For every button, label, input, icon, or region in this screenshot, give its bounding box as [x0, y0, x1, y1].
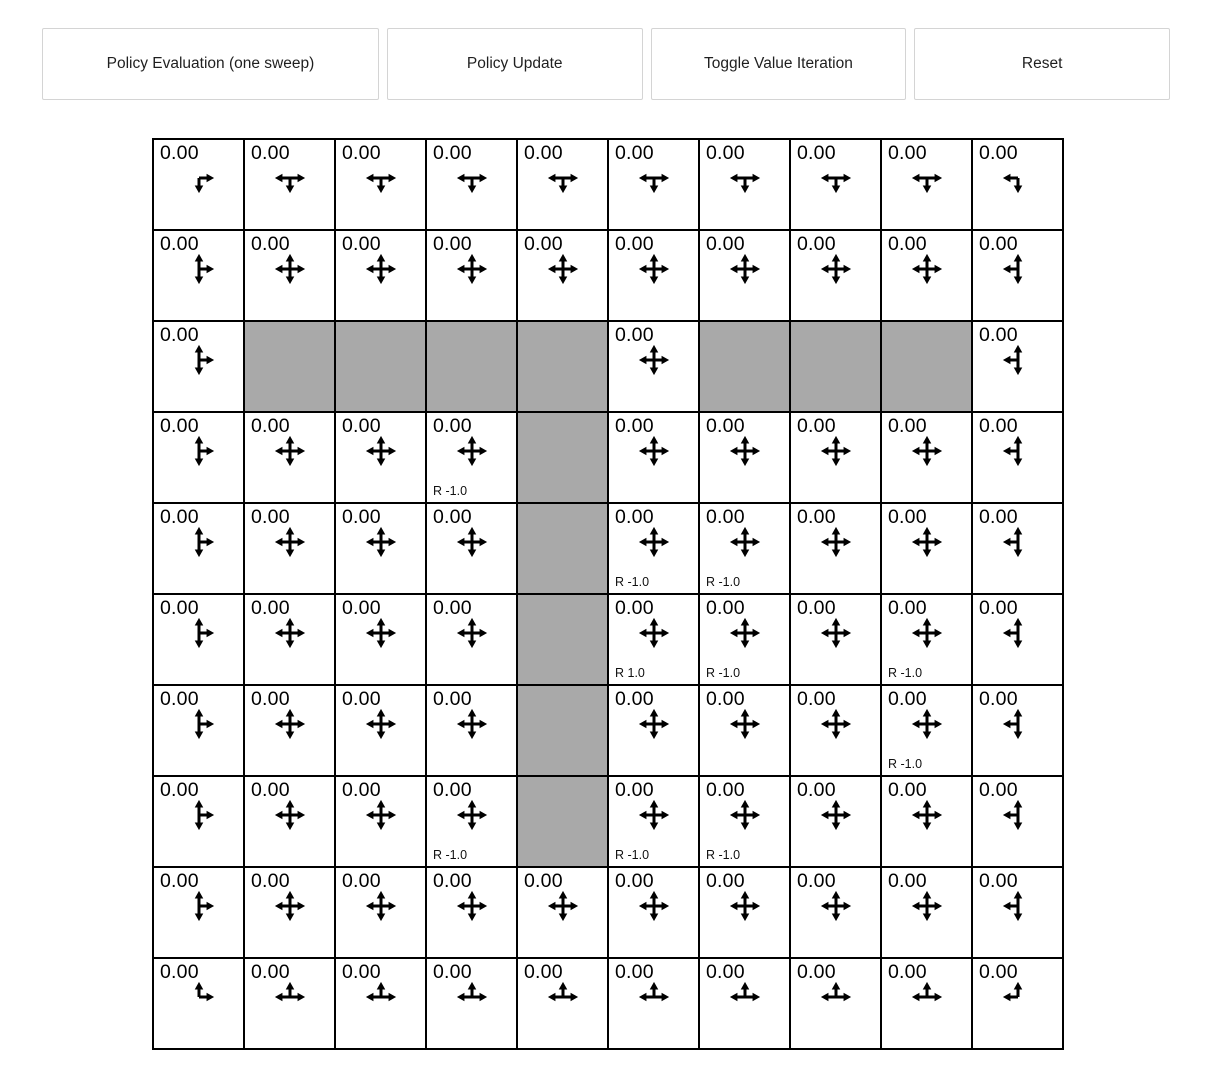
reward-label: R -1.0: [706, 848, 741, 862]
grid-wall-cell[interactable]: [517, 412, 608, 503]
policy-arrows-icon: [274, 162, 306, 194]
policy-arrows-icon: [456, 981, 488, 1013]
state-value: 0.00: [797, 233, 836, 255]
grid-cell[interactable]: [517, 139, 608, 230]
policy-arrows-icon: [911, 253, 943, 285]
state-value: 0.00: [706, 597, 745, 619]
state-value: 0.00: [160, 415, 199, 437]
state-value: 0.00: [251, 506, 290, 528]
grid-cell[interactable]: [699, 230, 790, 321]
state-value: 0.00: [160, 324, 199, 346]
grid-cell[interactable]: [972, 230, 1063, 321]
state-value: 0.00: [160, 688, 199, 710]
grid-cell[interactable]: [699, 867, 790, 958]
grid-cell[interactable]: [153, 685, 244, 776]
grid-cell[interactable]: [335, 139, 426, 230]
grid-cell[interactable]: [335, 412, 426, 503]
state-value: 0.00: [706, 233, 745, 255]
state-value: 0.00: [888, 688, 927, 710]
state-value: 0.00: [342, 961, 381, 983]
reward-label: R -1.0: [888, 666, 923, 680]
state-value: 0.00: [433, 415, 472, 437]
grid-cell[interactable]: [972, 412, 1063, 503]
grid-wall-cell[interactable]: [699, 321, 790, 412]
grid-cell[interactable]: [244, 958, 335, 1049]
grid-cell[interactable]: [972, 139, 1063, 230]
grid-wall-cell[interactable]: [335, 321, 426, 412]
grid-cell[interactable]: [699, 412, 790, 503]
grid-cell[interactable]: [335, 776, 426, 867]
grid-cell[interactable]: [790, 958, 881, 1049]
grid-cell[interactable]: [244, 139, 335, 230]
state-value: 0.00: [797, 142, 836, 164]
policy-arrows-icon: [456, 435, 488, 467]
policy-arrows-icon: [820, 435, 852, 467]
policy-arrows-icon: [183, 526, 215, 558]
grid-cell[interactable]: [699, 503, 790, 594]
policy-arrows-icon: [274, 526, 306, 558]
grid-cell[interactable]: [426, 867, 517, 958]
grid-cell[interactable]: [244, 412, 335, 503]
policy-arrows-icon: [729, 526, 761, 558]
policy-arrows-icon: [274, 799, 306, 831]
state-value: 0.00: [706, 961, 745, 983]
policy-arrows-icon: [183, 708, 215, 740]
state-value: 0.00: [797, 961, 836, 983]
policy-arrows-icon: [274, 253, 306, 285]
state-value: 0.00: [888, 506, 927, 528]
state-value: 0.00: [615, 688, 654, 710]
policy-evaluation-button[interactable]: Policy Evaluation (one sweep): [42, 28, 379, 100]
grid-cell[interactable]: [608, 867, 699, 958]
grid-cell[interactable]: [153, 139, 244, 230]
policy-arrows-icon: [729, 981, 761, 1013]
state-value: 0.00: [615, 324, 654, 346]
policy-arrows-icon: [547, 890, 579, 922]
state-value: 0.00: [797, 597, 836, 619]
grid-cell[interactable]: [608, 685, 699, 776]
grid-cell[interactable]: [153, 594, 244, 685]
grid-cell[interactable]: [517, 867, 608, 958]
grid-cell[interactable]: [972, 685, 1063, 776]
policy-arrows-icon: [183, 162, 215, 194]
grid-cell[interactable]: [608, 321, 699, 412]
state-value: 0.00: [706, 870, 745, 892]
grid-cell[interactable]: [790, 139, 881, 230]
policy-arrows-icon: [638, 344, 670, 376]
policy-arrows-icon: [365, 253, 397, 285]
grid-wall-cell[interactable]: [517, 776, 608, 867]
policy-arrows-icon: [729, 435, 761, 467]
policy-arrows-icon: [1002, 708, 1034, 740]
grid-cell[interactable]: [699, 594, 790, 685]
grid-cell[interactable]: [881, 139, 972, 230]
policy-arrows-icon: [456, 890, 488, 922]
grid-cell[interactable]: [790, 867, 881, 958]
state-value: 0.00: [433, 870, 472, 892]
grid-cell[interactable]: [153, 412, 244, 503]
state-value: 0.00: [342, 779, 381, 801]
policy-arrows-icon: [638, 981, 670, 1013]
state-value: 0.00: [251, 688, 290, 710]
grid-cell[interactable]: [426, 412, 517, 503]
grid-cell[interactable]: [244, 503, 335, 594]
reward-label: R -1.0: [706, 575, 741, 589]
state-value: 0.00: [251, 415, 290, 437]
policy-arrows-icon: [365, 981, 397, 1013]
grid-cell[interactable]: [790, 685, 881, 776]
state-value: 0.00: [251, 961, 290, 983]
grid-wall-cell[interactable]: [517, 685, 608, 776]
state-value: 0.00: [160, 779, 199, 801]
grid-cell[interactable]: [608, 594, 699, 685]
grid-cell[interactable]: [699, 776, 790, 867]
grid-cell[interactable]: [426, 958, 517, 1049]
policy-arrows-icon: [183, 981, 215, 1013]
state-value: 0.00: [797, 688, 836, 710]
policy-arrows-icon: [1002, 435, 1034, 467]
policy-arrows-icon: [911, 708, 943, 740]
grid-cell[interactable]: [153, 776, 244, 867]
reward-label: R -1.0: [706, 666, 741, 680]
grid-wall-cell[interactable]: [517, 594, 608, 685]
policy-arrows-icon: [183, 435, 215, 467]
policy-arrows-icon: [456, 526, 488, 558]
state-value: 0.00: [888, 597, 927, 619]
policy-arrows-icon: [274, 435, 306, 467]
state-value: 0.00: [342, 597, 381, 619]
state-value: 0.00: [797, 506, 836, 528]
policy-arrows-icon: [911, 981, 943, 1013]
policy-arrows-icon: [820, 799, 852, 831]
policy-arrows-icon: [547, 162, 579, 194]
grid-cell[interactable]: [972, 503, 1063, 594]
grid-cell[interactable]: [972, 958, 1063, 1049]
policy-arrows-icon: [820, 253, 852, 285]
grid-cell[interactable]: [426, 139, 517, 230]
state-value: 0.00: [160, 961, 199, 983]
reward-label: R -1.0: [615, 575, 650, 589]
state-value: 0.00: [342, 233, 381, 255]
grid-wall-cell[interactable]: [517, 321, 608, 412]
state-value: 0.00: [433, 597, 472, 619]
toolbar: [42, 28, 1170, 100]
policy-arrows-icon: [1002, 253, 1034, 285]
grid-cell[interactable]: [972, 321, 1063, 412]
policy-arrows-icon: [365, 526, 397, 558]
state-value: 0.00: [615, 415, 654, 437]
state-value: 0.00: [342, 506, 381, 528]
policy-arrows-icon: [1002, 799, 1034, 831]
policy-arrows-icon: [183, 799, 215, 831]
policy-arrows-icon: [820, 981, 852, 1013]
grid-cell[interactable]: [153, 503, 244, 594]
state-value: 0.00: [706, 688, 745, 710]
grid-cell[interactable]: [972, 867, 1063, 958]
policy-arrows-icon: [274, 708, 306, 740]
state-value: 0.00: [979, 415, 1018, 437]
reward-label: R -1.0: [615, 848, 650, 862]
state-value: 0.00: [433, 506, 472, 528]
state-value: 0.00: [433, 961, 472, 983]
grid-cell[interactable]: [881, 503, 972, 594]
state-value: 0.00: [524, 870, 563, 892]
policy-arrows-icon: [1002, 526, 1034, 558]
state-value: 0.00: [888, 233, 927, 255]
policy-arrows-icon: [547, 981, 579, 1013]
policy-arrows-icon: [911, 799, 943, 831]
grid-cell[interactable]: [426, 776, 517, 867]
state-value: 0.00: [433, 779, 472, 801]
policy-arrows-icon: [820, 890, 852, 922]
grid-cell[interactable]: [608, 230, 699, 321]
state-value: 0.00: [524, 142, 563, 164]
policy-arrows-icon: [183, 253, 215, 285]
reward-label: R -1.0: [433, 484, 468, 498]
state-value: 0.00: [979, 688, 1018, 710]
grid-cell[interactable]: [426, 230, 517, 321]
policy-arrows-icon: [274, 617, 306, 649]
state-value: 0.00: [342, 142, 381, 164]
state-value: 0.00: [979, 506, 1018, 528]
grid-cell[interactable]: [790, 412, 881, 503]
state-value: 0.00: [979, 233, 1018, 255]
policy-arrows-icon: [729, 253, 761, 285]
state-value: 0.00: [615, 870, 654, 892]
grid-cell[interactable]: [244, 867, 335, 958]
state-value: 0.00: [615, 597, 654, 619]
grid-cell[interactable]: [608, 958, 699, 1049]
state-value: 0.00: [615, 233, 654, 255]
grid-cell[interactable]: [881, 958, 972, 1049]
policy-arrows-icon: [183, 617, 215, 649]
policy-arrows-icon: [547, 253, 579, 285]
policy-arrows-icon: [365, 162, 397, 194]
grid-cell[interactable]: [153, 867, 244, 958]
state-value: 0.00: [433, 688, 472, 710]
grid-cell[interactable]: [608, 776, 699, 867]
grid-cell[interactable]: [881, 594, 972, 685]
policy-arrows-icon: [820, 162, 852, 194]
grid-cell[interactable]: [790, 594, 881, 685]
reward-label: R -1.0: [888, 757, 923, 771]
grid-cell[interactable]: [335, 503, 426, 594]
state-value: 0.00: [160, 870, 199, 892]
grid-cell[interactable]: [335, 230, 426, 321]
state-value: 0.00: [706, 142, 745, 164]
policy-arrows-icon: [911, 162, 943, 194]
state-value: 0.00: [979, 961, 1018, 983]
state-value: 0.00: [979, 779, 1018, 801]
toggle-value-iteration-button[interactable]: Toggle Value Iteration: [651, 28, 907, 100]
reward-label: R -1.0: [433, 848, 468, 862]
state-value: 0.00: [888, 779, 927, 801]
grid-cell[interactable]: [608, 139, 699, 230]
state-value: 0.00: [433, 233, 472, 255]
grid-cell[interactable]: [608, 412, 699, 503]
state-value: 0.00: [706, 415, 745, 437]
policy-arrows-icon: [820, 526, 852, 558]
grid-wall-cell[interactable]: [881, 321, 972, 412]
state-value: 0.00: [888, 870, 927, 892]
policy-arrows-icon: [365, 799, 397, 831]
state-value: 0.00: [342, 870, 381, 892]
grid-wall-cell[interactable]: [790, 321, 881, 412]
grid-cell[interactable]: [881, 776, 972, 867]
state-value: 0.00: [160, 506, 199, 528]
policy-arrows-icon: [729, 162, 761, 194]
state-value: 0.00: [888, 142, 927, 164]
policy-arrows-icon: [638, 799, 670, 831]
policy-arrows-icon: [729, 708, 761, 740]
policy-arrows-icon: [1002, 162, 1034, 194]
grid-cell[interactable]: [244, 776, 335, 867]
policy-arrows-icon: [729, 799, 761, 831]
state-value: 0.00: [706, 506, 745, 528]
grid-cell[interactable]: [790, 503, 881, 594]
policy-arrows-icon: [456, 162, 488, 194]
policy-arrows-icon: [729, 890, 761, 922]
state-value: 0.00: [615, 506, 654, 528]
grid-cell[interactable]: [153, 321, 244, 412]
state-value: 0.00: [979, 870, 1018, 892]
policy-update-button[interactable]: Policy Update: [387, 28, 643, 100]
policy-arrows-icon: [911, 890, 943, 922]
grid-cell[interactable]: [335, 867, 426, 958]
grid-cell[interactable]: [699, 958, 790, 1049]
policy-arrows-icon: [456, 799, 488, 831]
state-value: 0.00: [251, 779, 290, 801]
policy-arrows-icon: [638, 617, 670, 649]
policy-arrows-icon: [911, 617, 943, 649]
grid-cell[interactable]: [881, 867, 972, 958]
state-value: 0.00: [888, 415, 927, 437]
policy-arrows-icon: [638, 526, 670, 558]
grid-cell[interactable]: [790, 230, 881, 321]
state-value: 0.00: [251, 597, 290, 619]
grid-cell[interactable]: [244, 594, 335, 685]
state-value: 0.00: [160, 142, 199, 164]
policy-arrows-icon: [1002, 344, 1034, 376]
grid-cell[interactable]: [335, 594, 426, 685]
grid-cell[interactable]: [881, 230, 972, 321]
state-value: 0.00: [797, 870, 836, 892]
state-value: 0.00: [524, 961, 563, 983]
policy-arrows-icon: [456, 617, 488, 649]
policy-arrows-icon: [820, 617, 852, 649]
state-value: 0.00: [615, 961, 654, 983]
reward-label: R 1.0: [615, 666, 645, 680]
grid-cell[interactable]: [972, 776, 1063, 867]
grid-cell[interactable]: [881, 412, 972, 503]
policy-arrows-icon: [638, 890, 670, 922]
state-value: 0.00: [251, 142, 290, 164]
state-value: 0.00: [888, 961, 927, 983]
grid-wall-cell[interactable]: [244, 321, 335, 412]
state-value: 0.00: [797, 779, 836, 801]
policy-arrows-icon: [274, 890, 306, 922]
policy-arrows-icon: [456, 253, 488, 285]
state-value: 0.00: [251, 233, 290, 255]
grid-cell[interactable]: [608, 503, 699, 594]
grid-cell[interactable]: [881, 685, 972, 776]
grid-cell[interactable]: [335, 958, 426, 1049]
grid-cell[interactable]: [153, 958, 244, 1049]
grid-cell[interactable]: [426, 685, 517, 776]
grid-cell[interactable]: [699, 139, 790, 230]
grid-cell[interactable]: [153, 230, 244, 321]
policy-arrows-icon: [183, 344, 215, 376]
policy-arrows-icon: [638, 435, 670, 467]
policy-arrows-icon: [638, 162, 670, 194]
state-value: 0.00: [615, 142, 654, 164]
state-value: 0.00: [251, 870, 290, 892]
policy-arrows-icon: [365, 435, 397, 467]
grid-wall-cell[interactable]: [426, 321, 517, 412]
policy-arrows-icon: [911, 435, 943, 467]
gridworld-grid: [152, 138, 1064, 1050]
state-value: 0.00: [524, 233, 563, 255]
state-value: 0.00: [797, 415, 836, 437]
policy-arrows-icon: [729, 617, 761, 649]
state-value: 0.00: [342, 415, 381, 437]
state-value: 0.00: [979, 597, 1018, 619]
grid-cell[interactable]: [517, 230, 608, 321]
state-value: 0.00: [160, 233, 199, 255]
policy-arrows-icon: [638, 708, 670, 740]
grid-cell[interactable]: [244, 230, 335, 321]
grid-cell[interactable]: [426, 594, 517, 685]
state-value: 0.00: [160, 597, 199, 619]
grid-cell[interactable]: [426, 503, 517, 594]
grid-wall-cell[interactable]: [517, 503, 608, 594]
grid-cell[interactable]: [517, 958, 608, 1049]
grid-cell[interactable]: [699, 685, 790, 776]
state-value: 0.00: [979, 324, 1018, 346]
policy-arrows-icon: [365, 890, 397, 922]
policy-arrows-icon: [365, 708, 397, 740]
policy-arrows-icon: [820, 708, 852, 740]
state-value: 0.00: [342, 688, 381, 710]
policy-arrows-icon: [274, 981, 306, 1013]
policy-arrows-icon: [911, 526, 943, 558]
state-value: 0.00: [706, 779, 745, 801]
policy-arrows-icon: [1002, 890, 1034, 922]
grid-cell[interactable]: [972, 594, 1063, 685]
policy-arrows-icon: [1002, 981, 1034, 1013]
state-value: 0.00: [979, 142, 1018, 164]
policy-arrows-icon: [638, 253, 670, 285]
policy-arrows-icon: [456, 708, 488, 740]
policy-arrows-icon: [183, 890, 215, 922]
state-value: 0.00: [433, 142, 472, 164]
state-value: 0.00: [615, 779, 654, 801]
grid-cell[interactable]: [790, 776, 881, 867]
reset-button[interactable]: Reset: [914, 28, 1170, 100]
policy-arrows-icon: [365, 617, 397, 649]
grid-cell[interactable]: [335, 685, 426, 776]
policy-arrows-icon: [1002, 617, 1034, 649]
grid-cell[interactable]: [244, 685, 335, 776]
